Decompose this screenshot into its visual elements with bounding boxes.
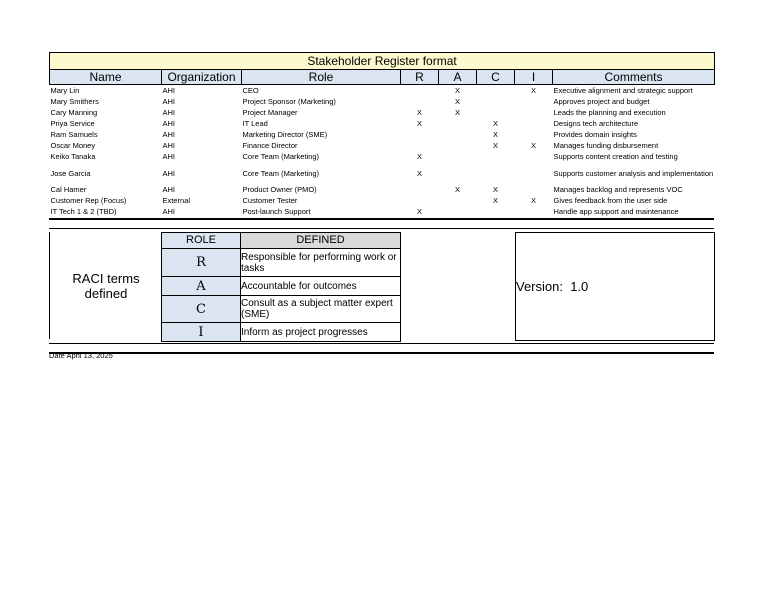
row-organization: AHI (162, 168, 176, 178)
row-role: Project Manager (242, 108, 298, 117)
row-r-mark (401, 85, 439, 97)
row-i-mark (515, 129, 553, 140)
row-a-mark (439, 206, 477, 217)
table-row (50, 206, 715, 217)
row-i-mark (515, 184, 553, 195)
raci-definition: Responsible for performing work or tasks (241, 249, 401, 277)
row-r-mark: X (416, 168, 422, 178)
row-organization: AHI (162, 119, 176, 128)
row-role: CEO (242, 86, 259, 95)
row-organization: External (162, 196, 191, 205)
row-r-mark (401, 129, 439, 140)
version-box (515, 232, 715, 341)
row-a-mark: X (454, 97, 460, 106)
col-header-i: I (515, 70, 553, 85)
row-c-mark (477, 162, 515, 184)
row-comments: Supports customer analysis and implementation (553, 168, 714, 178)
raci-letter: C (162, 296, 241, 323)
sheet-title: Stakeholder Register format (50, 53, 715, 70)
col-header-r: R (401, 70, 439, 85)
col-header-c: C (477, 70, 515, 85)
table-row (50, 184, 715, 195)
col-header-a: A (439, 70, 477, 85)
row-comments: Gives feedback from the user side (553, 196, 668, 205)
row-c-mark: X (492, 119, 498, 128)
row-r-mark (401, 140, 439, 151)
table-row (50, 118, 715, 129)
row-c-mark (477, 206, 515, 217)
row-comments: Leads the planning and execution (553, 108, 666, 117)
row-r-mark: X (416, 152, 422, 161)
date-label: Date (49, 351, 65, 360)
stakeholder-table (49, 52, 715, 217)
row-organization: AHI (162, 141, 176, 150)
raci-terms-label: RACI terms defined (49, 232, 162, 339)
row-i-mark (515, 162, 553, 184)
row-role: Finance Director (242, 141, 298, 150)
table-row (50, 140, 715, 151)
row-role: Marketing Director (SME) (242, 130, 328, 139)
raci-letter: A (162, 277, 241, 296)
row-role: IT Lead (242, 119, 268, 128)
row-i-mark (515, 107, 553, 118)
table-row (50, 85, 715, 97)
row-a-mark: X (454, 86, 460, 95)
row-i-mark: X (530, 196, 536, 205)
row-c-mark (477, 151, 515, 162)
col-header-name: Name (50, 70, 162, 85)
row-r-mark: X (416, 207, 422, 216)
raci-definitions-table (161, 232, 401, 342)
table-row (50, 162, 715, 184)
row-organization: AHI (162, 185, 176, 194)
raci-definition: Accountable for outcomes (241, 277, 401, 296)
raci-definition: Consult as a subject matter expert (SME) (241, 296, 401, 323)
row-role: Core Team (Marketing) (242, 152, 320, 161)
row-a-mark (439, 140, 477, 151)
raci-legend-section (49, 218, 714, 354)
row-r-mark (401, 184, 439, 195)
raci-role-header: ROLE (162, 233, 241, 249)
row-name: Keiko Tanaka (50, 152, 96, 161)
row-organization: AHI (162, 152, 176, 161)
row-name: Priya Service (50, 119, 95, 128)
row-organization: AHI (162, 86, 176, 95)
row-i-mark: X (530, 86, 536, 95)
row-comments: Provides domain insights (553, 130, 637, 139)
date-line (49, 351, 113, 361)
row-role: Product Owner (PMO) (242, 185, 317, 194)
row-comments: Manages funding disbursement (553, 141, 659, 150)
row-name: Mary Lin (50, 86, 80, 95)
row-name: Mary Smithers (50, 97, 99, 106)
row-a-mark (439, 195, 477, 206)
row-comments: Executive alignment and strategic support (553, 86, 693, 95)
row-name: IT Tech 1 & 2 (TBD) (50, 207, 117, 216)
raci-defined-header: DEFINED (241, 233, 401, 249)
legend-divider-bottom (49, 343, 714, 344)
row-i-mark: X (530, 141, 536, 150)
row-role: Post-launch Support (242, 207, 311, 216)
col-header-role: Role (242, 70, 401, 85)
row-role: Customer Tester (242, 196, 298, 205)
row-organization: AHI (162, 97, 176, 106)
row-organization: AHI (162, 130, 176, 139)
row-comments: Supports content creation and testing (553, 152, 678, 161)
legend-divider-top (49, 228, 714, 229)
row-r-mark (401, 96, 439, 107)
row-c-mark: X (492, 130, 498, 139)
row-i-mark (515, 96, 553, 107)
row-comments: Approves project and budget (553, 97, 650, 106)
version-text: Version: 1.0 (516, 279, 589, 294)
table-row (50, 96, 715, 107)
row-r-mark (401, 195, 439, 206)
date-value: April 13, 2025 (66, 351, 113, 360)
row-role: Project Sponsor (Marketing) (242, 97, 336, 106)
raci-definition: Inform as project progresses (241, 323, 401, 342)
row-r-mark: X (416, 108, 422, 117)
table-row (50, 107, 715, 118)
row-name: Jose Garcia (50, 168, 91, 178)
table-row (50, 129, 715, 140)
row-a-mark: X (454, 108, 460, 117)
row-c-mark: X (492, 141, 498, 150)
row-comments: Manages backlog and represents VOC (553, 185, 683, 194)
row-name: Oscar Money (50, 141, 96, 150)
row-a-mark (439, 162, 477, 184)
row-comments: Handle app support and maintenance (553, 207, 679, 216)
col-header-organization: Organization (162, 70, 242, 85)
row-name: Ram Samuels (50, 130, 98, 139)
row-comments: Designs tech architecture (553, 119, 639, 128)
table-row (50, 195, 715, 206)
row-name: Cary Manning (50, 108, 98, 117)
stakeholder-register-sheet (49, 52, 715, 217)
row-a-mark (439, 151, 477, 162)
row-c-mark: X (492, 185, 498, 194)
raci-letter: I (162, 323, 241, 342)
row-c-mark (477, 85, 515, 97)
row-organization: AHI (162, 108, 176, 117)
col-header-comments: Comments (553, 70, 715, 85)
row-c-mark (477, 107, 515, 118)
row-organization: AHI (162, 207, 176, 216)
row-name: Customer Rep (Focus) (50, 196, 127, 205)
row-i-mark (515, 151, 553, 162)
row-role: Core Team (Marketing) (242, 168, 320, 178)
row-a-mark: X (454, 185, 460, 194)
row-name: Cal Hamer (50, 185, 87, 194)
row-a-mark (439, 118, 477, 129)
row-c-mark: X (492, 196, 498, 205)
table-row (50, 151, 715, 162)
raci-letter: R (162, 249, 241, 277)
row-i-mark (515, 206, 553, 217)
row-i-mark (515, 118, 553, 129)
row-a-mark (439, 129, 477, 140)
row-r-mark: X (416, 119, 422, 128)
row-c-mark (477, 96, 515, 107)
